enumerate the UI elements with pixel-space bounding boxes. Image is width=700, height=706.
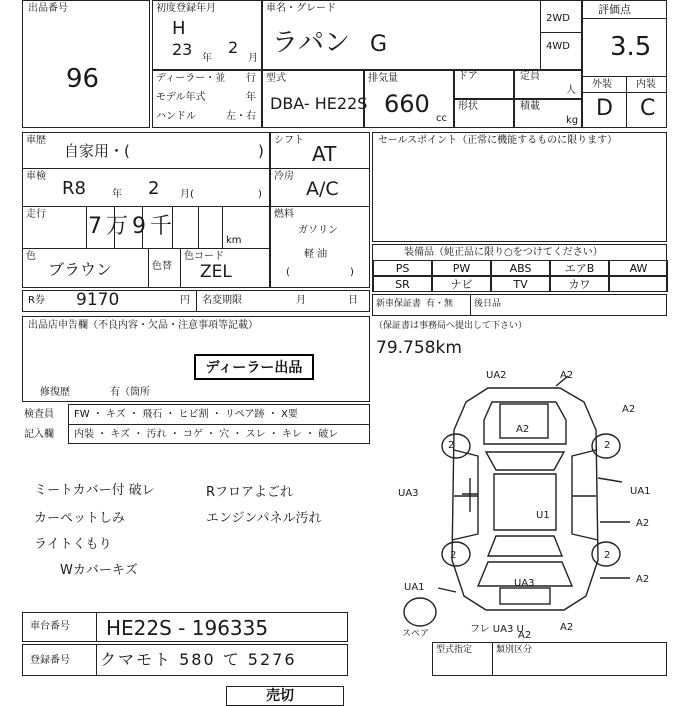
load-unit: kg [566, 115, 579, 126]
damage-mark: A2 [518, 630, 532, 641]
equipment-cell: カワ [550, 276, 609, 292]
load-label: 積載 [520, 101, 540, 112]
fuel-paren-open: ( [286, 267, 290, 278]
fuel-label: 燃料 [274, 209, 294, 220]
legal-label-1: 型式指定 [436, 645, 473, 655]
drive-4wd: 4WD [546, 41, 570, 52]
recycle-label: R券 [28, 295, 45, 306]
registration-era: H [172, 18, 186, 39]
drive-2wd: 2WD [546, 13, 570, 24]
damage-mark: 2 [450, 550, 457, 561]
mileage-value: 7万9千 [88, 214, 176, 239]
score-exterior-label: 外装 [592, 79, 612, 90]
handle-opts: 左・右 [226, 111, 256, 122]
inspector-row-2: 内装 ・ キズ ・ 汚れ ・ コゲ ・ 穴 ・ スレ ・ キレ ・ 破レ [74, 429, 339, 440]
mileage-label: 走行 [26, 209, 46, 220]
footer-label: 売切 [266, 688, 294, 704]
damage-mark: UA1 [630, 486, 651, 497]
inspection-close: ) [258, 189, 262, 200]
model-year-label: モデル年式 [156, 92, 206, 103]
legal-label-2: 類別区分 [496, 645, 533, 655]
repair-label: 修復歴 [40, 387, 70, 398]
equipment-cell: PS [373, 260, 432, 276]
recycle-yen: 円 [180, 295, 190, 306]
inspection-month-unit: 月( [180, 189, 194, 200]
registration-month-unit: 月 [248, 53, 258, 64]
color-code-label: 色コード [184, 251, 224, 262]
model-year-unit: 年 [246, 92, 256, 103]
damage-mark: 2 [604, 440, 611, 451]
capacity-label: 定員 [520, 71, 540, 82]
note-3: ライトくもり [34, 537, 112, 552]
handle-label: ハンドル [156, 111, 196, 122]
damage-mark: A2 [516, 424, 530, 435]
damage-mark: UA3 [398, 488, 419, 499]
color-value: ブラウン [48, 260, 113, 279]
note-1: ミートカバー付 破レ [34, 483, 155, 498]
equipment-cell: TV [491, 276, 550, 292]
repair-value: 有（箇所 [110, 387, 150, 398]
lot-label: 出品番号 [28, 3, 68, 14]
inspector-label-1: 検査員 [24, 409, 54, 420]
door-label: ドア [458, 71, 478, 82]
note-4: Wカバーキズ [60, 563, 138, 578]
color-change-label: 色替 [152, 261, 172, 272]
registration-label: 初度登録年月 [156, 3, 216, 14]
equipment-label: 装備品（純正品に限り○をつけてください） [404, 247, 603, 258]
model-value: DBA- HE22S [270, 94, 368, 113]
chassis-value: HE22S - 196335 [106, 616, 269, 640]
damage-mark: UA1 [404, 582, 425, 593]
equipment-cell: ABS [491, 260, 550, 276]
inspector-row-1: FW ・ キズ ・ 飛石 ・ ヒビ割 ・ リペア跡 ・ X要 [74, 409, 298, 420]
equipment-cell: エアB [550, 260, 609, 276]
history-label: 車歴 [26, 135, 46, 146]
damage-mark: A2 [636, 574, 650, 585]
score-interior: C [640, 96, 656, 121]
damage-mark: UA3 [514, 578, 535, 589]
registration-year-unit: 年 [202, 53, 212, 64]
car-name-label: 車名・グレード [266, 3, 336, 14]
color-label: 色 [26, 251, 36, 262]
equipment-cell: PW [432, 260, 491, 276]
shift-label: シフト [274, 135, 304, 146]
equipment-cell: SR [373, 276, 432, 292]
warranty-note: （保証書は事務局へ提出して下さい） [374, 321, 528, 331]
history-close: ) [258, 142, 264, 160]
damage-mark: A2 [622, 404, 636, 415]
warranty-opts: 有・無 [426, 299, 454, 309]
damage-mark: UA2 [486, 370, 507, 381]
seller-report-label: 出品店申告欄（不良内容・欠品・注意事項等記載） [28, 320, 258, 331]
note-2: カーペットしみ [34, 511, 126, 526]
inspector-label-2: 記入欄 [24, 429, 54, 440]
damage-mark: A2 [560, 622, 574, 633]
model-label: 型式 [266, 73, 286, 84]
displacement-unit: cc [436, 113, 447, 124]
damage-mark: 2 [604, 550, 611, 561]
deadline-day: 日 [348, 295, 358, 306]
registration-year: 23 [172, 40, 193, 59]
car-name: ラパン [272, 28, 351, 58]
damage-mark: U1 [536, 510, 550, 521]
capacity-unit: 人 [566, 85, 576, 96]
ac-label: 冷房 [274, 171, 294, 182]
mileage-unit: km [226, 235, 242, 246]
car-grade: G [370, 32, 388, 57]
history-value: 自家用・( [64, 142, 130, 160]
inspection-year-unit: 年 [112, 189, 122, 200]
dealer-label: ディーラー・並 [156, 73, 226, 84]
equipment-cell: ナビ [432, 276, 491, 292]
sales-point-label: セールスポイント（正常に機能するものに限ります） [378, 135, 618, 146]
score-interior-label: 内装 [636, 79, 656, 90]
inspection-month: 2 [148, 178, 160, 199]
note-5: Rフロアよごれ [206, 485, 294, 500]
shift-value: AT [312, 142, 337, 166]
recycle-value: 9170 [76, 290, 120, 310]
damage-mark: 2 [448, 440, 455, 451]
spare-label: スペア [402, 629, 430, 639]
deadline-month: 月 [296, 295, 306, 306]
displacement-label: 排気量 [368, 73, 398, 84]
color-code: ZEL [200, 262, 232, 282]
plate-label: 登録番号 [30, 655, 70, 666]
displacement-value: 660 [384, 90, 430, 118]
later-label: 後日品 [474, 299, 502, 309]
damage-mark: A2 [636, 518, 650, 529]
registration-month: 2 [228, 38, 239, 57]
score-label: 評価点 [598, 3, 631, 16]
deadline-label: 名変期限 [202, 295, 242, 306]
inspection-label: 車検 [26, 171, 46, 182]
fuel-light: 軽 油 [304, 249, 328, 260]
plate-value: クマモト 580 て 5276 [100, 650, 297, 669]
dealer-stamp: ディーラー出品 [194, 354, 314, 380]
damage-mark: フレ UA3 U [470, 624, 524, 635]
note-6: エンジンパネル汚れ [206, 511, 322, 526]
warranty-label: 新車保証書 [376, 299, 422, 309]
fuel-paren-close: ) [350, 267, 354, 278]
lot-number: 96 [66, 64, 100, 94]
chassis-label: 車台番号 [30, 621, 70, 632]
equipment-cell: AW [609, 260, 668, 276]
score-value: 3.5 [610, 32, 652, 62]
shape-label: 形状 [458, 101, 478, 112]
score-exterior: D [596, 96, 613, 121]
dealer-unit: 行 [246, 73, 256, 84]
ac-value: A/C [306, 178, 339, 200]
warranty-mileage: 79.758km [376, 338, 462, 358]
fuel-gas: ガソリン [298, 225, 338, 236]
inspection-value: R8 [62, 178, 86, 199]
damage-mark: A2 [560, 370, 574, 381]
